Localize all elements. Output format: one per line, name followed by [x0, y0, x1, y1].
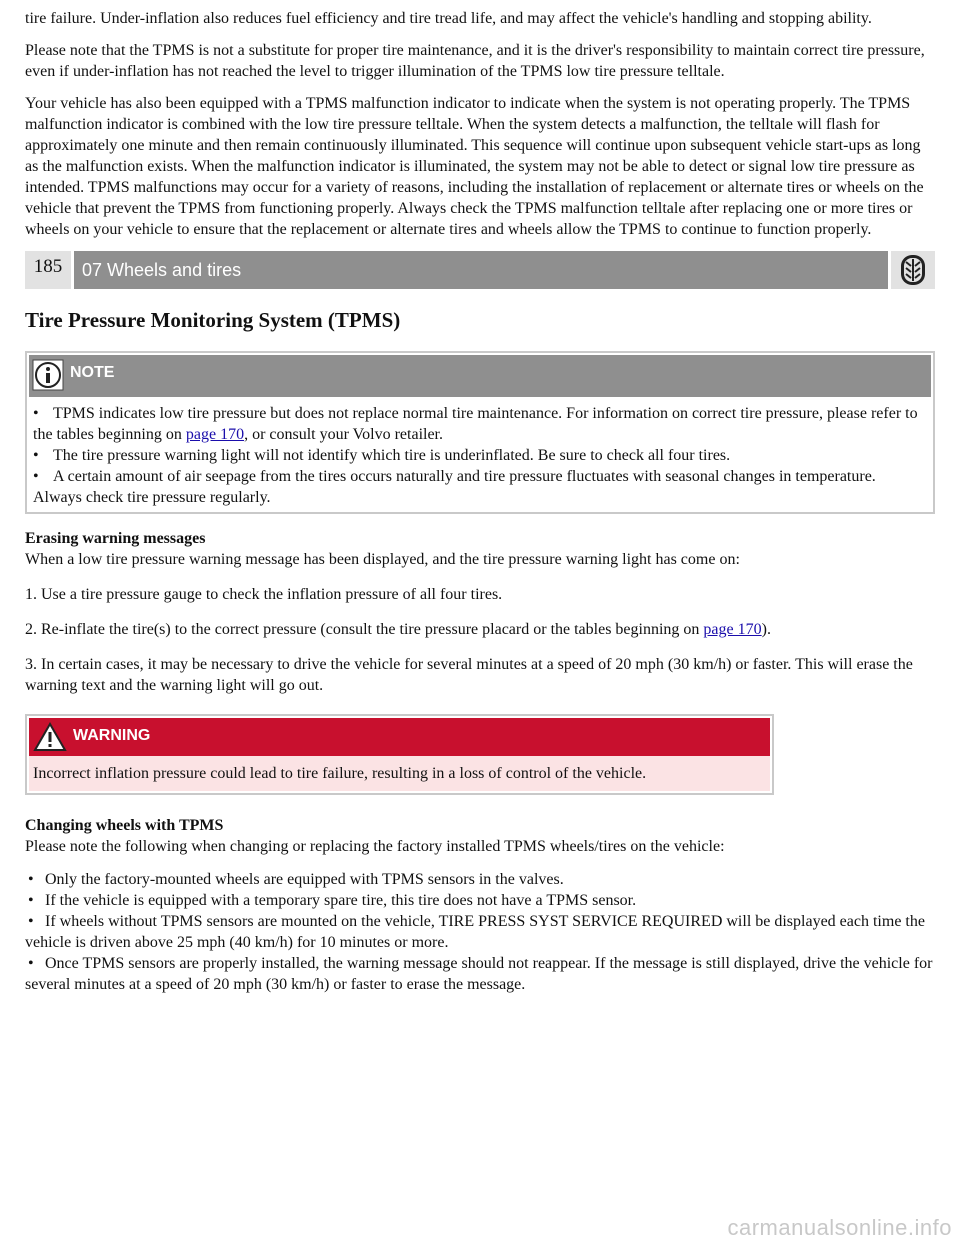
chapter-title: 07 Wheels and tires: [74, 251, 888, 289]
list-item: • Only the factory-mounted wheels are equipped with TPMS sensors in the valves.: [25, 869, 935, 890]
warning-text: Incorrect inflation pressure could lead to tire failure, resulting in a loss of control of the vehicle.: [29, 756, 770, 791]
page-link[interactable]: page 170: [703, 621, 762, 638]
page-number: 185: [25, 251, 71, 289]
warning-box: [25, 714, 774, 795]
changing-title: Changing wheels with TPMS: [25, 817, 224, 834]
list-item: • Once TPMS sensors are properly installed, the warning message should not reappear. If the message is still displayed, drive the vehicle for several minutes at a speed of 20 mph (30 km/h) or faster to erase the message.: [25, 953, 935, 995]
changing-list: [25, 869, 935, 995]
note-box: [25, 351, 935, 514]
list-item: • If wheels without TPMS sensors are mounted on the vehicle, TIRE PRESS SYST SERVICE REQUIRED will be displayed each time the vehicle is driven above 25 mph (40 km/h) for 10 minutes or more.: [25, 911, 935, 953]
list-item: • A certain amount of air seepage from the tires occurs naturally and tire pressure fluctuates with seasonal changes in temperature. Always check tire pressure regularly.: [29, 466, 931, 508]
note-header: [29, 355, 931, 397]
list-item: • The tire pressure warning light will not identify which tire is underinflated. Be sure to check all four tires.: [29, 445, 931, 466]
warning-triangle-icon: [33, 722, 67, 752]
note-label: NOTE: [70, 364, 115, 381]
intro-paragraph-3: Your vehicle has also been equipped with a TPMS malfunction indicator to indicate when the system is not operating properly. The TPMS malfunction indicator is combined with the low tire pressure telltale. When the system detects a malfunction, the telltale will flash for approximately one minute and then remain continuously illuminated. This sequence will continue upon subsequent vehicle start-ups as long as the malfunction exists. When the malfunction indicator is illuminated, the system may not be able to detect or signal low tire pressure as intended. TPMS malfunctions may occur for a variety of reasons, including the installation of replacement or alternate tires or wheels on the vehicle that prevent the TPMS from functioning properly. Always check the TPMS malfunction telltale after replacing one or more tires or wheels on your vehicle to ensure that the replacement or alternate tires and wheels allow the TPMS to continue to function properly.: [25, 95, 924, 238]
step-text: 2. Re-inflate the tire(s) to the correct pressure (consult the tire pressure placard or the tables beginning on: [25, 621, 704, 638]
intro-paragraph-2: Please note that the TPMS is not a substitute for proper tire maintenance, and it is the driver's responsibility to maintain correct tire pressure, even if under-inflation has not reached the level to trigger illumination of the TPMS low tire pressure telltale.: [25, 42, 925, 80]
intro-paragraph-1: tire failure. Under-inflation also reduces fuel efficiency and tire tread life, and may affect the vehicle's handling and stopping ability.: [25, 10, 872, 27]
page-title: Tire Pressure Monitoring System (TPMS): [25, 308, 401, 332]
erasing-step-3: 3. In certain cases, it may be necessary to drive the vehicle for several minutes at a speed of 20 mph (30 km/h) or faster. This will erase the warning text and the warning light will go out.: [25, 656, 913, 694]
erasing-step-2: [25, 619, 935, 640]
section-header-bar: [25, 251, 935, 289]
step-text: ).: [761, 621, 771, 638]
note-list: [29, 403, 931, 508]
warning-header: [29, 718, 770, 756]
page-link[interactable]: page 170: [185, 426, 245, 443]
manual-page: [25, 8, 935, 995]
list-item: [29, 403, 931, 445]
note-text: , or consult your Volvo retailer.: [244, 426, 443, 443]
erasing-title: Erasing warning messages: [25, 530, 206, 547]
erasing-intro: When a low tire pressure warning message has been displayed, and the tire pressure warning light has come on:: [25, 551, 740, 568]
tire-tread-icon: [891, 251, 935, 289]
info-icon: [32, 359, 64, 391]
list-item: • If the vehicle is equipped with a temporary spare tire, this tire does not have a TPMS sensor.: [25, 890, 935, 911]
changing-intro: Please note the following when changing or replacing the factory installed TPMS wheels/tires on the vehicle:: [25, 838, 725, 855]
erasing-step-1: 1. Use a tire pressure gauge to check the inflation pressure of all four tires.: [25, 586, 503, 603]
warning-label: WARNING: [73, 727, 151, 744]
watermark: carmanualsonline.info: [727, 1215, 952, 1240]
note-text: TPMS indicates low tire pressure but does not replace normal tire maintenance. For information on correct tire pressure, please refer to the tables beginning on: [33, 405, 918, 443]
